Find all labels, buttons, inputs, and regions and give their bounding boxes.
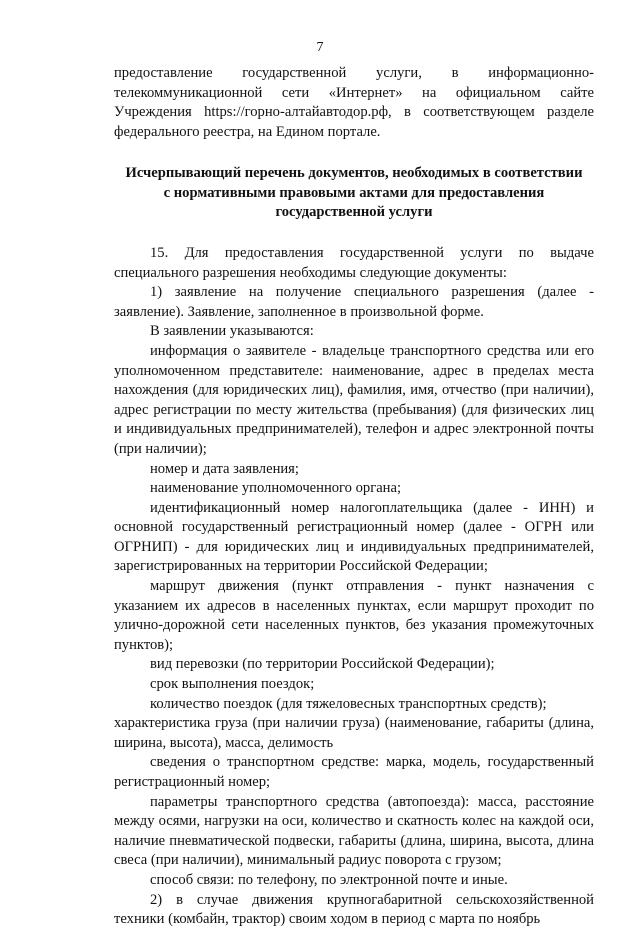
- paragraph-cargo: характеристика груза (при наличии груза) (наименование, габариты (длина, ширина, высота), масса, делимость: [114, 715, 594, 751]
- page-number: 7: [316, 40, 324, 55]
- document-body: [114, 64, 594, 930]
- paragraph-contact-method: способ связи: по телефону, по электронной почте и иные.: [150, 871, 508, 888]
- paragraph-authority-name: наименование уполномоченного органа;: [150, 480, 402, 497]
- paragraph-item-1: 1) заявление на получение специального разрешения (далее - заявление). Заявление, заполненное в произвольной форме.: [114, 284, 594, 320]
- paragraph-application-number: номер и дата заявления;: [150, 460, 299, 477]
- paragraph-vehicle-params: параметры транспортного средства (автопоезда): масса, расстояние между осями, нагрузки на оси, количество и скатность колес на каждой оси, наличие пневматической подвески, габариты (длина, ширина, высота, длина свеса (при наличии), минимальный радиус поворота с грузом;: [114, 793, 594, 869]
- paragraph-applicant-info: информация о заявителе - владельце транспортного средства или его уполномоченном представителе: наименование, адрес в пределах места нахождения (для юридических лиц), фамилия, имя, отчество (при наличии), адрес регистрации по месту жительства (пребывания) (для физических лиц и индивидуальных предпринимателей), телефон и адрес электронной почты (при наличии);: [114, 342, 594, 457]
- paragraph-route: маршрут движения (пункт отправления - пункт назначения с указанием их адресов в населенных пунктах, если маршрут проходит по улично-дорожной сети населенных пунктов, без указания промежуточных пунктов);: [114, 578, 594, 653]
- paragraph-vehicle-info: сведения о транспортном средстве: марка, модель, государственный регистрационный номер;: [114, 754, 594, 791]
- paragraph-application-contents: В заявлении указываются:: [150, 323, 314, 340]
- paragraph-trip-count: количество поездок (для тяжеловесных транспортных средств);: [150, 695, 547, 712]
- paragraph-transport-type: вид перевозки (по территории Российской Федерации);: [150, 656, 495, 673]
- paragraph-item-2: 2) в случае движения крупногабаритной сельскохозяйственной техники (комбайн, трактор) своим ходом в период с марта по ноябрь: [114, 891, 594, 928]
- section-heading: Исчерпывающий перечень документов, необходимых в соответствии с нормативными правовыми актами для предоставления государственной услуги: [125, 165, 583, 220]
- paragraph-trip-period: срок выполнения поездок;: [150, 676, 315, 693]
- paragraph-inn-ogrn: идентификационный номер налогоплательщика (далее - ИНН) и основной государственный регистрационный номер (далее - ОГРН или ОГРНИП) - для юридических лиц и индивидуальных предпринимателей, зарегистрированных на территории Российской Федерации;: [114, 499, 594, 575]
- intro-paragraph: предоставление государственной услуги, в информационно-телекоммуникационной сети «Интернет» на официальном сайте Учреждения https://горно-алтайавтодор.рф, в соответствующем разделе федерального реестра, на Едином портале.: [114, 65, 594, 140]
- paragraph-15-intro: 15. Для предоставления государственной услуги по выдаче специального разрешения необходимы следующие документы:: [114, 244, 594, 281]
